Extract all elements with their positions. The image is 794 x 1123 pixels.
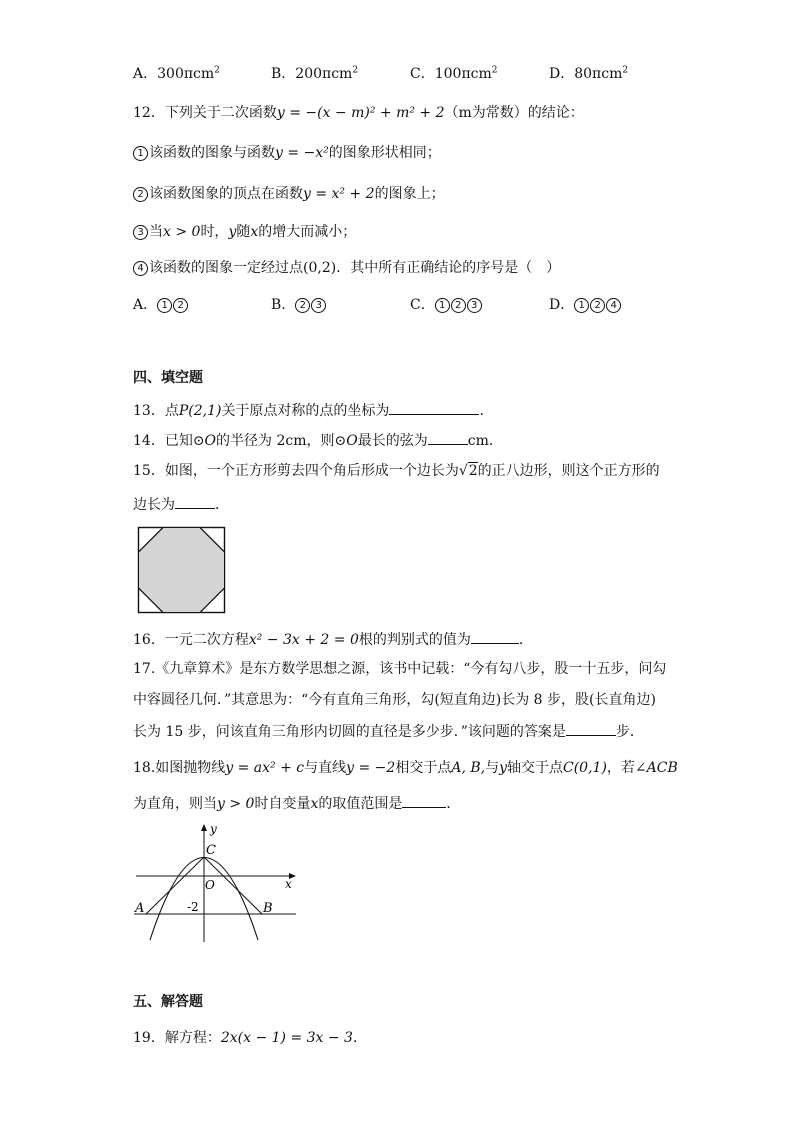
section-5-heading: 五、解答题 bbox=[133, 994, 203, 1010]
q11-option-d: D．80πcm$^2$ bbox=[549, 65, 629, 82]
q12-option-d: D． 1 2 4 bbox=[549, 295, 622, 315]
q14-answer-blank[interactable] bbox=[428, 430, 468, 445]
q13-answer-blank[interactable] bbox=[389, 400, 479, 415]
y-axis-arrow bbox=[201, 824, 207, 831]
q12-option-a: A． 1 2 bbox=[133, 295, 189, 315]
q12-option-c: C． 1 2 3 bbox=[410, 295, 483, 315]
q17-answer-blank[interactable] bbox=[566, 721, 616, 736]
q15-line2: 边长为 ． bbox=[133, 494, 229, 515]
q11-option-a: A．300πcm$^2$ bbox=[133, 65, 220, 82]
q17-line1: 17.《九章算术》是东方数学思想之源，该书中记载：“今有勾八步，股一十五步，问勾 bbox=[133, 661, 667, 677]
circled-number-4: 4 bbox=[133, 261, 148, 276]
q14: 14．已知⊙O的半径为 2cm，则⊙O最长的弦为 cm. bbox=[133, 430, 493, 451]
label-b: B bbox=[263, 901, 273, 916]
q12-stem: 12．下列关于二次函数y = −(x − m)² + m² + 2（m为常数）的结论： bbox=[133, 105, 584, 121]
label-y: y bbox=[210, 822, 217, 836]
label-o: O bbox=[205, 878, 215, 892]
label-c: C bbox=[206, 843, 216, 858]
q11-option-c: C．100πcm$^2$ bbox=[410, 65, 498, 82]
parabola-figure bbox=[130, 822, 300, 946]
label-x: x bbox=[285, 877, 292, 891]
q18-answer-blank[interactable] bbox=[402, 793, 446, 808]
q13: 13．点P(2,1)关于原点对称的点的坐标为 . bbox=[133, 400, 484, 421]
q18-line2: 为直角，则当y > 0时自变量x的取值范围是 ． bbox=[133, 793, 460, 814]
q19: 19．解方程：2x(x − 1) = 3x − 3． bbox=[133, 1030, 367, 1046]
circled-number-3: 3 bbox=[133, 225, 148, 240]
circled-number-1: 1 bbox=[133, 146, 148, 161]
q12-statement-4: 4 该函数的图象一定经过点(0,2)．其中所有正确结论的序号是（ ） bbox=[133, 258, 560, 278]
q17-line2: 中容圆径几何．”其意思为：“今有直角三角形，勾(短直角边)长为 8 步，股(长直角边) bbox=[133, 692, 656, 708]
q12-statement-2: 2 该函数图象的顶点在函数y = x² + 2的图象上； bbox=[133, 184, 445, 204]
octagon-shape bbox=[139, 528, 225, 613]
q12-option-b: B． 2 3 bbox=[271, 295, 327, 315]
q12-statement-1: 1 该函数的图象与函数y = −x²的图象形状相同； bbox=[133, 143, 441, 163]
q12-statement-3: 3 当x > 0时，y随x的增大而减小； bbox=[133, 222, 356, 242]
q11-option-b: B．200πcm$^2$ bbox=[271, 65, 359, 82]
label-a: A bbox=[135, 901, 145, 916]
q16: 16．一元二次方程x² − 3x + 2 = 0根的判别式的值为 ． bbox=[133, 629, 533, 650]
octagon-figure bbox=[137, 526, 227, 614]
circled-number-2: 2 bbox=[133, 187, 148, 202]
q15-line1: 15．如图，一个正方形剪去四个角后形成一个边长为√2的正八边形，则这个正方形的 bbox=[133, 463, 660, 479]
q15-answer-blank[interactable] bbox=[175, 494, 215, 509]
q16-answer-blank[interactable] bbox=[471, 629, 519, 644]
q17-line3: 长为 15 步，问该直角三角形内切圆的直径是多少步．”该问题的答案是 步． bbox=[133, 721, 644, 742]
section-4-heading: 四、填空题 bbox=[133, 370, 203, 386]
label-neg2: -2 bbox=[187, 900, 199, 914]
q18-line1: 18.如图抛物线y = ax² + c与直线y = −2相交于点A, B,与y轴交于点C(0,1)，若∠ACB bbox=[133, 760, 678, 776]
